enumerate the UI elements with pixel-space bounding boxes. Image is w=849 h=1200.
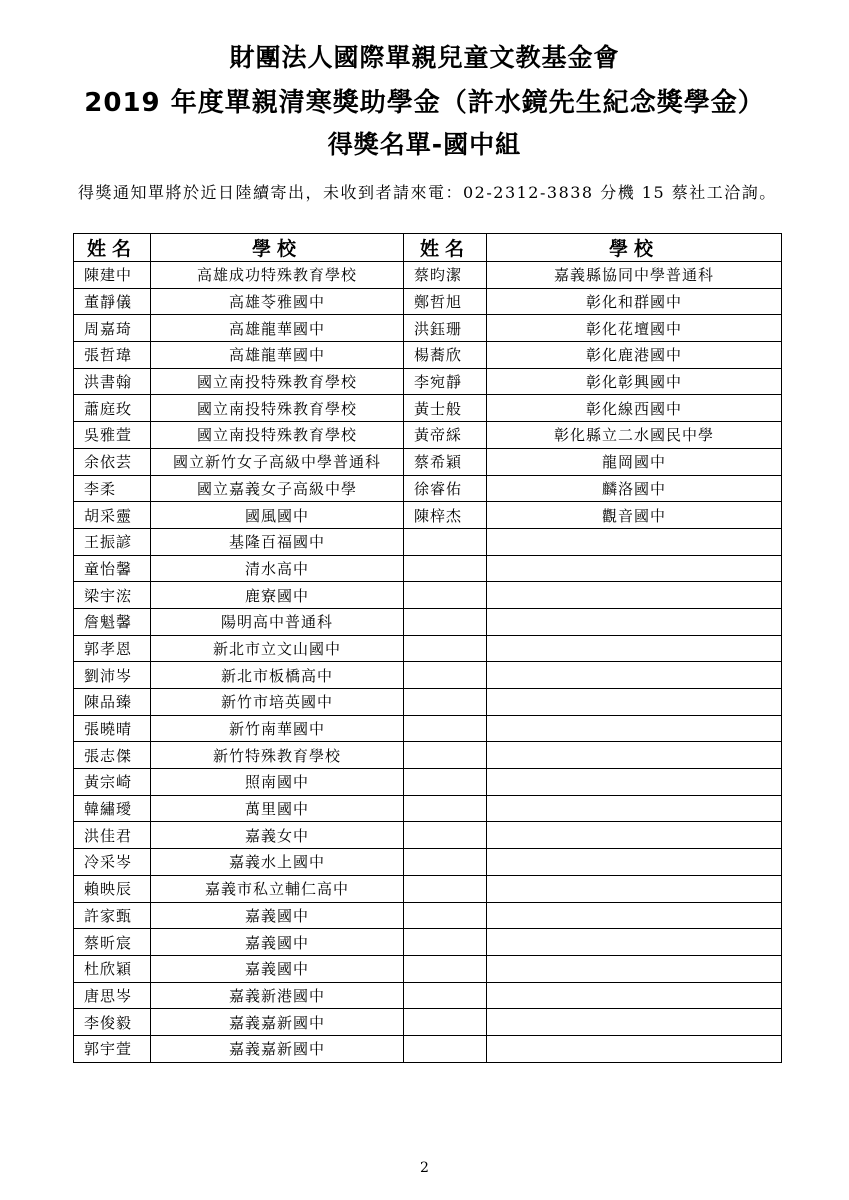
school-cell: 新北市立文山國中: [151, 635, 404, 662]
table-row: [74, 849, 782, 876]
name-cell: 李俊毅: [74, 1009, 151, 1036]
name-cell: [404, 742, 487, 769]
school-cell: 國立新竹女子高級中學普通科: [151, 448, 404, 475]
name-cell: 張曉晴: [74, 715, 151, 742]
school-cell: 嘉義水上國中: [151, 849, 404, 876]
name-cell: [404, 689, 487, 716]
school-cell: 嘉義新港國中: [151, 982, 404, 1009]
name-cell: 唐思岑: [74, 982, 151, 1009]
school-cell: 彰化花壇國中: [487, 315, 782, 342]
name-cell: [404, 822, 487, 849]
name-cell: 冷采岑: [74, 849, 151, 876]
school-cell: 彰化線西國中: [487, 395, 782, 422]
name-cell: [404, 795, 487, 822]
name-cell: 童怡馨: [74, 555, 151, 582]
table-row: [74, 342, 782, 369]
school-cell: 龍岡國中: [487, 448, 782, 475]
school-cell: 國立南投特殊教育學校: [151, 395, 404, 422]
name-cell: 董靜儀: [74, 288, 151, 315]
name-cell: 韓繡璦: [74, 795, 151, 822]
table-row: [74, 1035, 782, 1062]
name-cell: [404, 849, 487, 876]
name-cell: 梁宇浤: [74, 582, 151, 609]
table-row: [74, 262, 782, 289]
school-cell: [487, 955, 782, 982]
school-cell: [487, 742, 782, 769]
name-cell: 李柔: [74, 475, 151, 502]
header-school-left: 學校: [151, 234, 404, 262]
name-cell: 劉沛岑: [74, 662, 151, 689]
school-cell: [487, 635, 782, 662]
name-cell: 楊蕎欣: [404, 342, 487, 369]
school-cell: 高雄苓雅國中: [151, 288, 404, 315]
school-cell: [487, 608, 782, 635]
name-cell: 黃士般: [404, 395, 487, 422]
name-cell: [404, 929, 487, 956]
name-cell: 蕭庭玫: [74, 395, 151, 422]
table-row: [74, 582, 782, 609]
school-cell: 鹿寮國中: [151, 582, 404, 609]
school-cell: 新北市板橋高中: [151, 662, 404, 689]
table-row: [74, 822, 782, 849]
school-cell: 陽明高中普通科: [151, 608, 404, 635]
name-cell: [404, 715, 487, 742]
name-cell: 周嘉琦: [74, 315, 151, 342]
name-cell: [404, 1009, 487, 1036]
name-cell: 郭宇萱: [74, 1035, 151, 1062]
winners-table: [73, 233, 782, 1063]
table-row: [74, 528, 782, 555]
school-cell: 嘉義國中: [151, 929, 404, 956]
table-row: [74, 902, 782, 929]
name-cell: [404, 875, 487, 902]
name-cell: [404, 955, 487, 982]
table-row: [74, 715, 782, 742]
name-cell: [404, 1035, 487, 1062]
name-cell: 陳品臻: [74, 689, 151, 716]
name-cell: 張哲瑋: [74, 342, 151, 369]
table-row: [74, 315, 782, 342]
table-row: [74, 795, 782, 822]
header-name-left: 姓名: [74, 234, 151, 262]
school-cell: 高雄成功特殊教育學校: [151, 262, 404, 289]
name-cell: 蔡昕宸: [74, 929, 151, 956]
table-header-row: [74, 234, 782, 262]
page-number: 2: [420, 1160, 429, 1176]
table-row: [74, 689, 782, 716]
school-cell: [487, 715, 782, 742]
name-cell: 郭孝恩: [74, 635, 151, 662]
school-cell: [487, 822, 782, 849]
name-cell: 張志傑: [74, 742, 151, 769]
table-row: [74, 635, 782, 662]
table-row: [74, 555, 782, 582]
name-cell: 洪佳君: [74, 822, 151, 849]
name-cell: [404, 769, 487, 796]
school-cell: [487, 795, 782, 822]
name-cell: [404, 608, 487, 635]
school-cell: 基隆百福國中: [151, 528, 404, 555]
name-cell: 黃宗崎: [74, 769, 151, 796]
school-cell: 嘉義國中: [151, 955, 404, 982]
scholarship-title: 2019 年度單親清寒獎助學金（許水鏡先生紀念獎學金）: [84, 88, 765, 118]
school-cell: 新竹南華國中: [151, 715, 404, 742]
school-cell: [487, 689, 782, 716]
name-cell: 賴映辰: [74, 875, 151, 902]
table-row: [74, 368, 782, 395]
name-cell: 余依芸: [74, 448, 151, 475]
header-name-right: 姓名: [404, 234, 487, 262]
table-row: [74, 422, 782, 449]
school-cell: 嘉義嘉新國中: [151, 1009, 404, 1036]
notice-text: 得獎通知單將於近日陸續寄出，未收到者請來電：02-2312-3838 分機 15 蔡社工洽詢。: [78, 183, 777, 202]
name-cell: 洪鈺珊: [404, 315, 487, 342]
school-cell: 嘉義市私立輔仁高中: [151, 875, 404, 902]
school-cell: 嘉義縣協同中學普通科: [487, 262, 782, 289]
school-cell: [487, 1009, 782, 1036]
name-cell: 李宛靜: [404, 368, 487, 395]
name-cell: 蔡昀潔: [404, 262, 487, 289]
school-cell: 觀音國中: [487, 502, 782, 529]
school-cell: 新竹市培英國中: [151, 689, 404, 716]
table-row: [74, 395, 782, 422]
name-cell: 杜欣穎: [74, 955, 151, 982]
table-row: [74, 288, 782, 315]
school-cell: 國立嘉義女子高級中學: [151, 475, 404, 502]
school-cell: 高雄龍華國中: [151, 342, 404, 369]
name-cell: 鄭哲旭: [404, 288, 487, 315]
school-cell: [487, 582, 782, 609]
name-cell: 陳建中: [74, 262, 151, 289]
school-cell: 彰化和群國中: [487, 288, 782, 315]
table-row: [74, 1009, 782, 1036]
school-cell: 麟洛國中: [487, 475, 782, 502]
table-row: [74, 982, 782, 1009]
school-cell: [487, 769, 782, 796]
name-cell: 王振諺: [74, 528, 151, 555]
school-cell: 彰化縣立二水國民中學: [487, 422, 782, 449]
school-cell: 清水高中: [151, 555, 404, 582]
name-cell: 徐睿佑: [404, 475, 487, 502]
school-cell: [487, 849, 782, 876]
name-cell: 詹魁馨: [74, 608, 151, 635]
school-cell: 國立南投特殊教育學校: [151, 368, 404, 395]
name-cell: 蔡希穎: [404, 448, 487, 475]
school-cell: [487, 982, 782, 1009]
name-cell: [404, 555, 487, 582]
school-cell: [487, 555, 782, 582]
list-title: 得獎名單-國中組: [327, 130, 522, 159]
school-cell: [487, 528, 782, 555]
school-cell: 嘉義嘉新國中: [151, 1035, 404, 1062]
school-cell: 彰化鹿港國中: [487, 342, 782, 369]
school-cell: [487, 662, 782, 689]
name-cell: 洪書翰: [74, 368, 151, 395]
school-cell: 高雄龍華國中: [151, 315, 404, 342]
name-cell: 許家甄: [74, 902, 151, 929]
name-cell: [404, 902, 487, 929]
table-row: [74, 875, 782, 902]
name-cell: 胡采靈: [74, 502, 151, 529]
school-cell: 國風國中: [151, 502, 404, 529]
table-row: [74, 608, 782, 635]
table-row: [74, 769, 782, 796]
school-cell: 國立南投特殊教育學校: [151, 422, 404, 449]
table-row: [74, 742, 782, 769]
school-cell: [487, 1035, 782, 1062]
table-row: [74, 955, 782, 982]
school-cell: [487, 929, 782, 956]
name-cell: [404, 582, 487, 609]
school-cell: 嘉義國中: [151, 902, 404, 929]
header-school-right: 學校: [487, 234, 782, 262]
table-row: [74, 502, 782, 529]
table-row: [74, 662, 782, 689]
name-cell: 黃帝綵: [404, 422, 487, 449]
table-row: [74, 475, 782, 502]
name-cell: 吳雅萱: [74, 422, 151, 449]
org-title: 財團法人國際單親兒童文教基金會: [229, 43, 620, 72]
school-cell: 彰化彰興國中: [487, 368, 782, 395]
name-cell: [404, 982, 487, 1009]
name-cell: [404, 528, 487, 555]
school-cell: 嘉義女中: [151, 822, 404, 849]
school-cell: 新竹特殊教育學校: [151, 742, 404, 769]
school-cell: [487, 902, 782, 929]
name-cell: [404, 635, 487, 662]
table-row: [74, 929, 782, 956]
name-cell: [404, 662, 487, 689]
school-cell: 萬里國中: [151, 795, 404, 822]
school-cell: [487, 875, 782, 902]
table-row: [74, 448, 782, 475]
school-cell: 照南國中: [151, 769, 404, 796]
name-cell: 陳梓杰: [404, 502, 487, 529]
